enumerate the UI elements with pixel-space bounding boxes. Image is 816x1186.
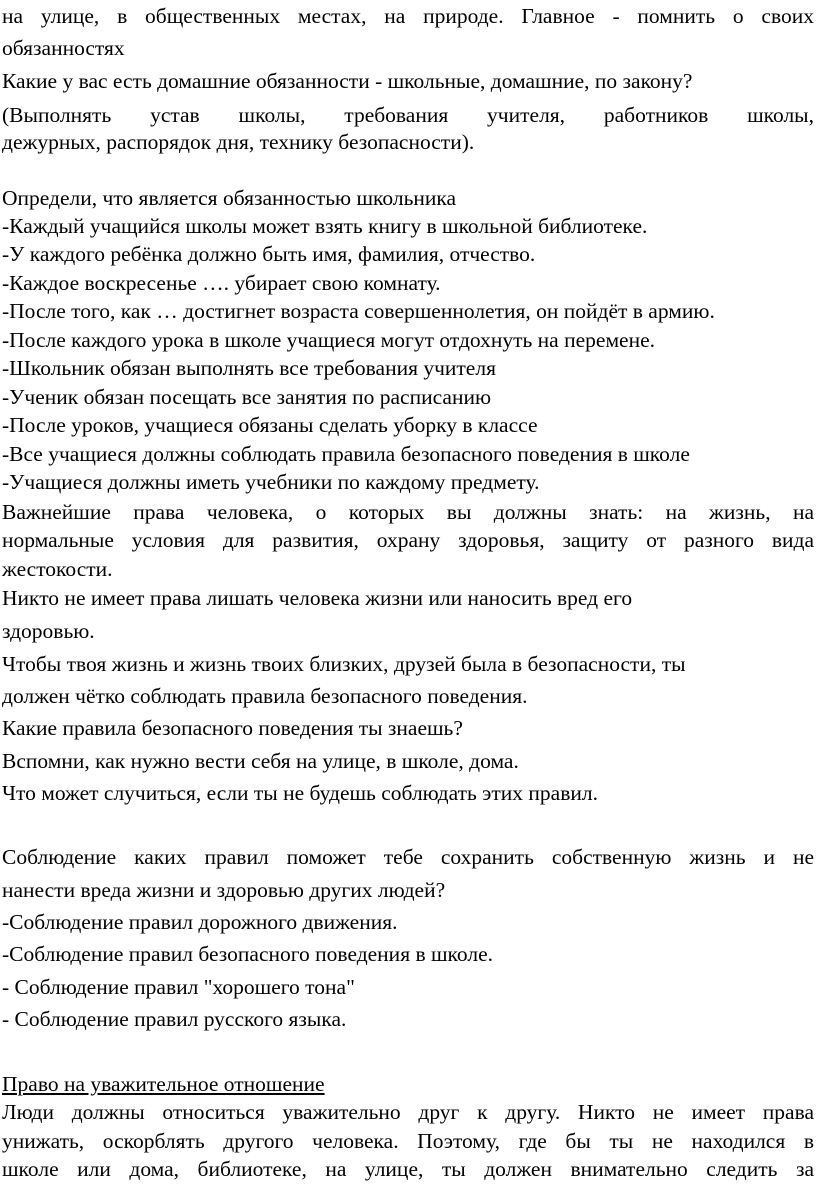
list-item: -Учащиеся должны иметь учебники по каждому предмету.: [2, 470, 540, 494]
text-line: школе или дома, библиотеке, на улице, ты должен внимательно следить за: [2, 1157, 814, 1181]
text-line: Чтобы твоя жизнь и жизнь твоих близких, друзей была в безопасности, ты: [2, 652, 686, 676]
list-item: -Каждое воскресенье …. убирает свою комнату.: [2, 271, 441, 295]
text-line: унижать, оскорблять другого человека. Поэтому, где бы ты не находился в: [2, 1129, 814, 1153]
text-line: на улице, в общественных местах, на природе. Главное - помнить о своих: [2, 4, 814, 28]
list-item: -После уроков, учащиеся обязаны сделать уборку в классе: [2, 413, 538, 437]
text-line: Люди должны относиться уважительно друг к другу. Никто не имеет права: [2, 1100, 814, 1124]
text-line: Соблюдение каких правил поможет тебе сохранить собственную жизнь и не: [2, 845, 814, 869]
list-item: -Соблюдение правил безопасного поведения в школе.: [2, 942, 494, 966]
text-line: (Выполнять устав школы, требования учителя, работников школы,: [2, 103, 814, 127]
list-item: -У каждого ребёнка должно быть имя, фамилия, отчество.: [2, 242, 536, 266]
list-item: -Каждый учащийся школы может взять книгу в школьной библиотеке.: [2, 214, 648, 238]
list-item: - Соблюдение правил русского языка.: [2, 1007, 347, 1031]
text-line: нормальные условия для развития, охрану здоровья, защиту от разного вида: [2, 528, 814, 552]
list-item: -Ученик обязан посещать все занятия по расписанию: [2, 385, 492, 409]
list-item: -После каждого урока в школе учащиеся могут отдохнуть на перемене.: [2, 328, 656, 352]
list-item: - Соблюдение правил "хорошего тона": [2, 975, 355, 999]
text-line: Что может случиться, если ты не будешь соблюдать этих правил.: [2, 781, 598, 805]
text-line: должен чётко соблюдать правила безопасного поведения.: [2, 684, 528, 708]
text-line: обязанностях: [2, 36, 125, 60]
list-item: -Соблюдение правил дорожного движения.: [2, 910, 398, 934]
text-line: Вспомни, как нужно вести себя на улице, в школе, дома.: [2, 749, 519, 773]
text-line: дежурных, распорядок дня, технику безопасности).: [2, 130, 475, 154]
text-line: Никто не имеет права лишать человека жизни или наносить вред его: [2, 586, 633, 610]
text-line: нанести вреда жизни и здоровью других людей?: [2, 878, 446, 902]
text-line: жестокости.: [2, 557, 113, 581]
list-item: -Все учащиеся должны соблюдать правила безопасного поведения в школе: [2, 442, 690, 466]
text-line: Какие правила безопасного поведения ты знаешь?: [2, 716, 463, 740]
text-line: Определи, что является обязанностью школьника: [2, 186, 457, 210]
text-line: Какие у вас есть домашние обязанности - школьные, домашние, по закону?: [2, 69, 693, 93]
list-item: -После того, как … достигнет возраста совершеннолетия, он пойдёт в армию.: [2, 299, 715, 323]
text-line: Важнейшие права человека, о которых вы должны знать: на жизнь, на: [2, 500, 814, 524]
text-line: здоровью.: [2, 619, 95, 643]
list-item: -Школьник обязан выполнять все требования учителя: [2, 356, 496, 380]
section-heading: Право на уважительное отношение: [2, 1072, 325, 1096]
